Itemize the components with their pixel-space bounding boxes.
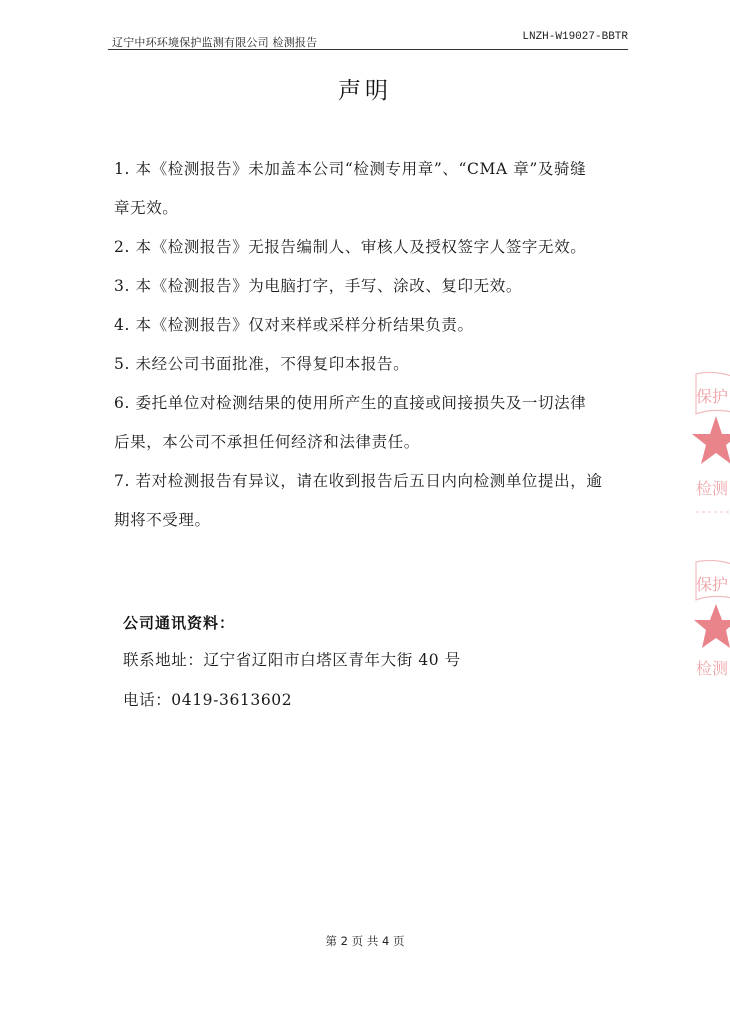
clause-line: 章无效。	[114, 199, 179, 217]
page-number: 第 2 页 共 4 页	[325, 934, 405, 948]
page-title: 声明	[338, 78, 392, 104]
contact-phone: 电话：0419-3613602	[123, 691, 293, 709]
contact-address: 联系地址：辽宁省辽阳市白塔区青年大街 40 号	[123, 651, 461, 669]
header-rule	[108, 49, 628, 50]
svg-text:保护: 保护	[696, 387, 729, 406]
clause-line: 后果，本公司不承担任何经济和法律责任。	[114, 433, 420, 451]
header-company-report: 辽宁中环环境保护监测有限公司 检测报告	[112, 36, 318, 49]
clause-line: 5. 未经公司书面批准，不得复印本报告。	[114, 355, 410, 373]
clause-line: 1. 本《检测报告》未加盖本公司“检测专用章”、“CMA 章”及骑缝	[114, 160, 587, 178]
clause-line: 期将不受理。	[114, 511, 211, 529]
statement-clauses	[114, 150, 644, 540]
svg-text:检测: 检测	[696, 479, 729, 498]
svg-text:保护: 保护	[696, 575, 729, 594]
seal-stamp-fragment-icon	[682, 372, 730, 522]
clause-line: 6. 委托单位对检测结果的使用所产生的直接或间接损失及一切法律	[114, 394, 587, 412]
clause-line: 7. 若对检测报告有异议，请在收到报告后五日内向检测单位提出，逾	[114, 472, 603, 490]
clause-line: 2. 本《检测报告》无报告编制人、审核人及授权签字人签字无效。	[114, 238, 587, 256]
svg-text:检测: 检测	[696, 659, 729, 678]
header-report-number: LNZH-W19027-BBTR	[522, 31, 628, 43]
clause-line: 4. 本《检测报告》仅对来样或采样分析结果负责。	[114, 316, 474, 334]
seal-stamp-fragment-icon	[682, 560, 730, 685]
contact-heading: 公司通讯资料：	[123, 614, 236, 632]
clause-line: 3. 本《检测报告》为电脑打字，手写、涂改、复印无效。	[114, 277, 522, 295]
